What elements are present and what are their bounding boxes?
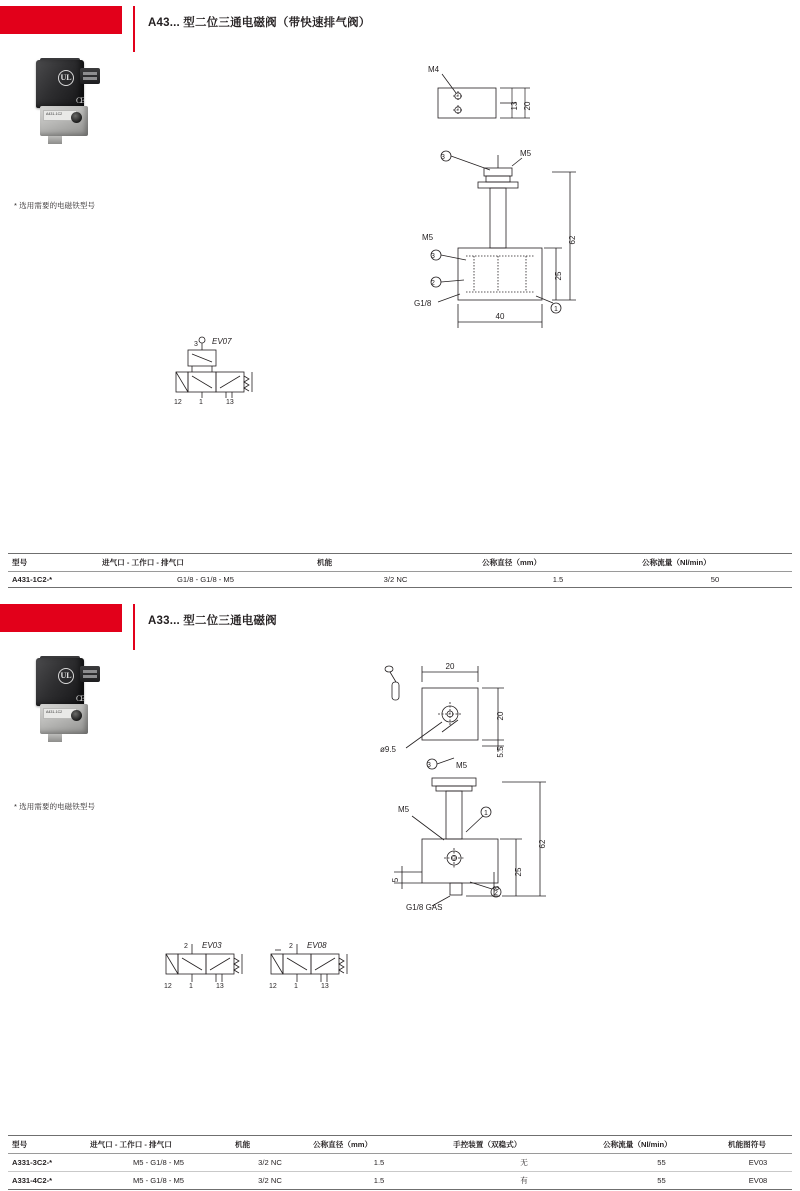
valve-port	[71, 710, 82, 721]
cell-model: A331-4C2-*	[8, 1172, 86, 1190]
spec-table-a43	[8, 553, 792, 588]
accent-bar	[0, 6, 122, 34]
svg-text:2: 2	[431, 280, 435, 287]
col-ports: 进气口 - 工作口 - 排气口	[86, 1136, 231, 1154]
product-photo-a33	[22, 656, 108, 752]
table-header-row	[8, 554, 792, 572]
svg-text:20: 20	[496, 711, 505, 721]
technical-drawing-a43	[380, 60, 620, 360]
svg-text:13: 13	[216, 983, 224, 990]
svg-text:G1/8 GAS: G1/8 GAS	[406, 903, 443, 912]
svg-text:2: 2	[494, 890, 498, 897]
table-row	[8, 572, 792, 588]
cell-symbol: EV08	[724, 1172, 792, 1190]
cell-flow: 55	[599, 1172, 724, 1190]
valve-port	[71, 112, 82, 123]
svg-text:1: 1	[484, 810, 488, 817]
spec-table-a33	[8, 1135, 792, 1190]
svg-text:ø9.5: ø9.5	[380, 745, 397, 754]
ce-mark-icon: CE	[76, 96, 85, 105]
col-flow: 公称流量（Nl/min）	[638, 554, 792, 572]
table-header-row	[8, 1136, 792, 1154]
svg-text:5: 5	[391, 877, 400, 883]
svg-text:40: 40	[495, 312, 505, 321]
solenoid-coil	[36, 60, 84, 108]
svg-text:M5: M5	[520, 149, 532, 158]
ul-mark-icon: UL	[58, 70, 74, 86]
cell-symbol: EV03	[724, 1154, 792, 1172]
technical-drawing-a33	[370, 660, 620, 950]
svg-text:13: 13	[321, 983, 329, 990]
col-diameter: 公称直径（mm）	[478, 554, 638, 572]
photo-note-a33: * 选用需要的电磁铁型号	[14, 802, 96, 811]
svg-text:3: 3	[431, 253, 435, 260]
cell-ports: M5 - G1/8 - M5	[86, 1172, 231, 1190]
svg-text:M4: M4	[428, 65, 440, 74]
cell-flow: 55	[599, 1154, 724, 1172]
cell-ports: G1/8 - G1/8 - M5	[98, 572, 313, 588]
valve-body-label: A431-1C2	[43, 110, 77, 121]
svg-text:1: 1	[199, 399, 203, 406]
ul-mark-icon: UL	[58, 668, 74, 684]
table-row	[8, 1154, 792, 1172]
cell-function: 3/2 NC	[231, 1172, 309, 1190]
svg-text:12: 12	[164, 983, 172, 990]
cell-diameter: 1.5	[309, 1172, 449, 1190]
section-header-a33	[0, 604, 800, 650]
svg-text:M5: M5	[422, 233, 434, 242]
svg-text:62: 62	[568, 235, 577, 245]
svg-text:3: 3	[194, 341, 198, 348]
svg-text:20: 20	[445, 662, 455, 671]
valve-foot	[48, 734, 62, 742]
svg-text:EV08: EV08	[307, 941, 327, 950]
svg-text:1: 1	[294, 983, 298, 990]
svg-text:13: 13	[226, 399, 234, 406]
col-diameter: 公称直径（mm）	[309, 1136, 449, 1154]
cell-manual-override: 有	[449, 1172, 599, 1190]
svg-text:1: 1	[554, 306, 558, 313]
symbol-label-a43: EV07	[212, 337, 232, 346]
cell-ports: M5 - G1/8 - M5	[86, 1154, 231, 1172]
valve-body	[40, 106, 88, 136]
cell-diameter: 1.5	[309, 1154, 449, 1172]
accent-divider	[133, 604, 135, 650]
svg-text:25: 25	[514, 867, 523, 877]
col-function: 机能	[231, 1136, 309, 1154]
col-model: 型号	[8, 1136, 86, 1154]
cell-diameter: 1.5	[478, 572, 638, 588]
svg-text:3: 3	[441, 154, 445, 161]
svg-text:G1/8: G1/8	[414, 299, 432, 308]
cell-flow: 50	[638, 572, 792, 588]
svg-text:25: 25	[554, 271, 563, 281]
cell-function: 3/2 NC	[313, 572, 478, 588]
svg-text:M5: M5	[456, 761, 468, 770]
table-row	[8, 1172, 792, 1190]
section-title-a33: A33... 型二位三通电磁阀	[148, 615, 277, 627]
svg-text:20: 20	[523, 101, 532, 111]
svg-text:5.5: 5.5	[496, 746, 505, 758]
cell-manual-override: 无	[449, 1154, 599, 1172]
col-flow: 公称流量（Nl/min）	[599, 1136, 724, 1154]
col-model: 型号	[8, 554, 98, 572]
photo-note-a43: * 选用需要的电磁铁型号	[14, 201, 96, 210]
section-title-a43: A43... 型二位三通电磁阀（带快速排气阀）	[148, 17, 371, 29]
valve-body	[40, 704, 88, 734]
accent-bar	[0, 604, 122, 632]
svg-text:12: 12	[269, 983, 277, 990]
col-symbol: 机能图符号	[724, 1136, 792, 1154]
col-manual-override: 手控装置（双稳式）	[449, 1136, 599, 1154]
svg-text:EV03: EV03	[202, 941, 222, 950]
solenoid-coil	[36, 658, 84, 706]
cell-function: 3/2 NC	[231, 1154, 309, 1172]
svg-text:2: 2	[184, 943, 188, 950]
svg-text:2: 2	[289, 943, 293, 950]
svg-text:1: 1	[189, 983, 193, 990]
section-header-a43	[0, 6, 800, 52]
svg-text:62: 62	[538, 839, 547, 849]
valve-foot	[48, 136, 62, 144]
ce-mark-icon: CE	[76, 694, 85, 703]
svg-text:M5: M5	[398, 805, 410, 814]
connector-plug	[80, 666, 100, 682]
svg-text:12: 12	[174, 399, 182, 406]
svg-text:13: 13	[510, 101, 519, 111]
col-function: 机能	[313, 554, 478, 572]
accent-divider	[133, 6, 135, 52]
connector-plug	[80, 68, 100, 84]
product-photo-a43	[22, 58, 108, 154]
circuit-symbol-ev03	[160, 938, 270, 1008]
valve-body-label: A431-1C2	[43, 708, 77, 719]
svg-text:8: 8	[492, 885, 501, 891]
cell-model: A431-1C2-*	[8, 572, 98, 588]
circuit-symbol-a43	[170, 330, 290, 420]
cell-model: A331-3C2-*	[8, 1154, 86, 1172]
col-ports: 进气口 - 工作口 - 排气口	[98, 554, 313, 572]
circuit-symbol-ev08	[265, 938, 375, 1008]
svg-text:3: 3	[427, 762, 431, 769]
